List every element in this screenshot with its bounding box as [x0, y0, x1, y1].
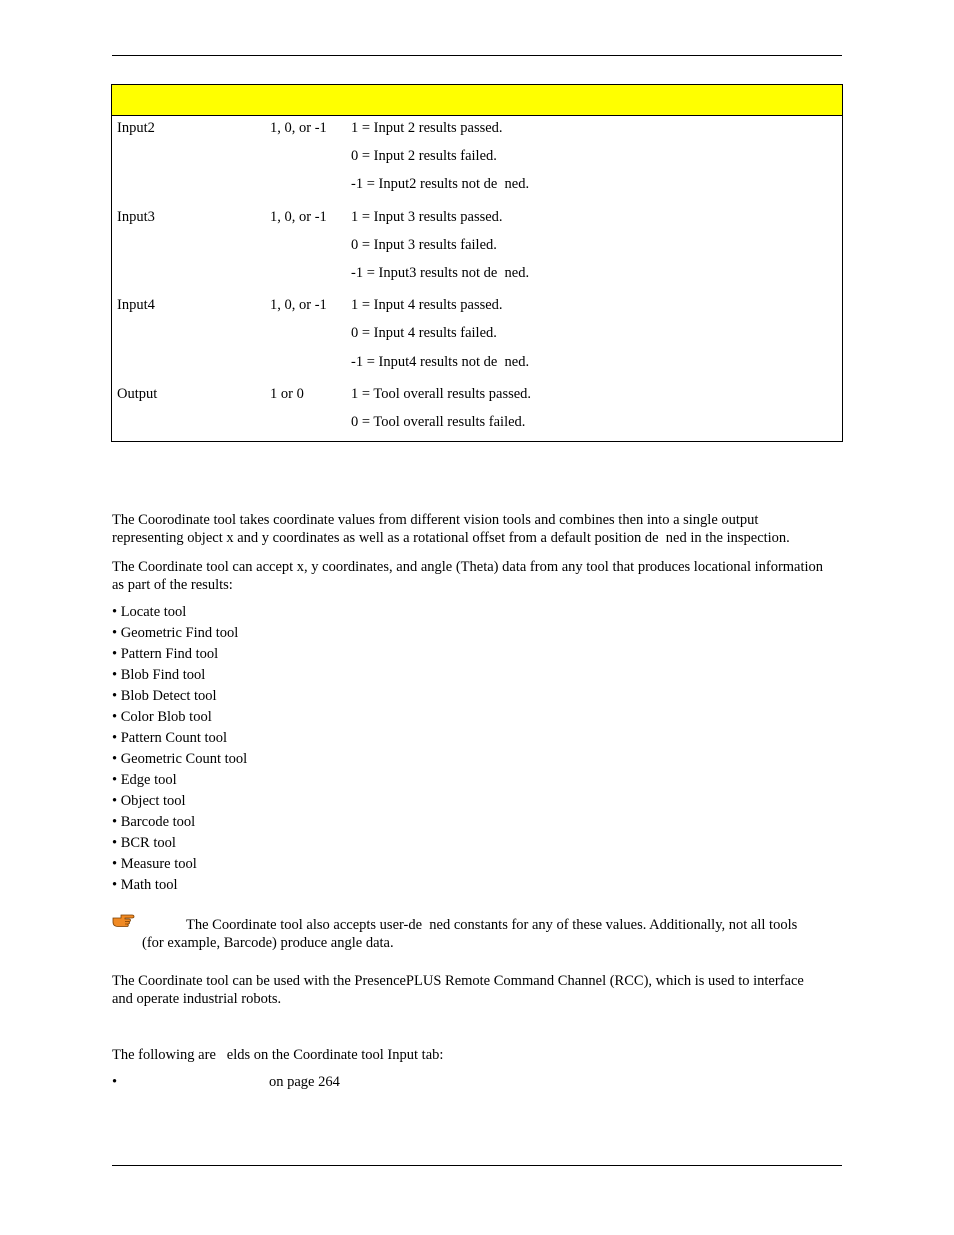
- list-item: • Color Blob tool: [112, 709, 212, 725]
- accept-line: The Coordinate tool can accept x, y coordinates, and angle (Theta) data from any tool that produces locational information: [112, 559, 824, 575]
- header-rule: [112, 55, 842, 56]
- intro-line: representing object x and y coordinates as well as a rotational offset from a default position de ned in the inspection.: [112, 530, 790, 546]
- table-cell-desc: 0 = Input 2 results failed.: [351, 148, 497, 164]
- table-cell-desc: 0 = Input 3 results failed.: [351, 237, 497, 253]
- table-cell-name: Input3: [117, 209, 155, 225]
- rcc-line: The Coordinate tool can be used with the PresencePLUS Remote Command Channel (RCC), which is used to interface: [112, 973, 804, 989]
- list-item: • Geometric Find tool: [112, 625, 239, 641]
- intro-paragraph: [112, 511, 847, 547]
- table-cell-desc: 0 = Input 4 results failed.: [351, 325, 497, 341]
- fields-bullet: •: [112, 1074, 118, 1090]
- list-item: • BCR tool: [112, 835, 176, 851]
- table-cell-range: 1 or 0: [270, 386, 304, 402]
- table-cell-name: Output: [117, 386, 158, 402]
- table-cell-name: Input4: [117, 297, 155, 313]
- intro-line: The Coorodinate tool takes coordinate values from different vision tools and combines then into a single output: [112, 512, 759, 528]
- fields-intro: The following are elds on the Coordinate tool Input tab:: [112, 1047, 444, 1063]
- footer-rule: [112, 1165, 842, 1166]
- table-cell-desc: 0 = Tool overall results failed.: [351, 414, 526, 430]
- table-cell-desc: 1 = Input 3 results passed.: [351, 209, 503, 225]
- list-item: • Geometric Count tool: [112, 751, 248, 767]
- table-cell-desc: -1 = Input2 results not de ned.: [351, 176, 530, 192]
- table-cell-range: 1, 0, or -1: [270, 120, 327, 136]
- page-reference-link[interactable]: on page 264: [269, 1074, 340, 1090]
- list-item: • Barcode tool: [112, 814, 196, 830]
- list-item: • Measure tool: [112, 856, 197, 872]
- pointing-hand-icon: [112, 912, 136, 928]
- note-line: The Coordinate tool also accepts user-de ned constants for any of these values. Additionally, not all tools: [186, 917, 798, 933]
- accept-paragraph: [112, 558, 847, 594]
- list-item: • Blob Detect tool: [112, 688, 217, 704]
- rcc-line: and operate industrial robots.: [112, 991, 282, 1007]
- note-line: (for example, Barcode) produce angle data.: [142, 935, 394, 951]
- list-item: • Locate tool: [112, 604, 187, 620]
- rcc-paragraph: [112, 972, 847, 1008]
- list-item: • Pattern Find tool: [112, 646, 219, 662]
- table-cell-desc: 1 = Input 2 results passed.: [351, 120, 503, 136]
- table-cell-desc: 1 = Input 4 results passed.: [351, 297, 503, 313]
- table-cell-name: Input2: [117, 120, 155, 136]
- table-cell-range: 1, 0, or -1: [270, 297, 327, 313]
- accept-line: as part of the results:: [112, 577, 233, 593]
- table-cell-desc: -1 = Input3 results not de ned.: [351, 265, 530, 281]
- list-item: • Blob Find tool: [112, 667, 206, 683]
- table-cell-desc: 1 = Tool overall results passed.: [351, 386, 532, 402]
- list-item: • Pattern Count tool: [112, 730, 228, 746]
- tool-list: [112, 603, 247, 897]
- list-item: • Object tool: [112, 793, 186, 809]
- table-cell-range: 1, 0, or -1: [270, 209, 327, 225]
- list-item: • Edge tool: [112, 772, 177, 788]
- table-header-band: [112, 85, 842, 116]
- list-item: • Math tool: [112, 877, 178, 893]
- results-table: [111, 84, 843, 442]
- table-cell-desc: -1 = Input4 results not de ned.: [351, 354, 530, 370]
